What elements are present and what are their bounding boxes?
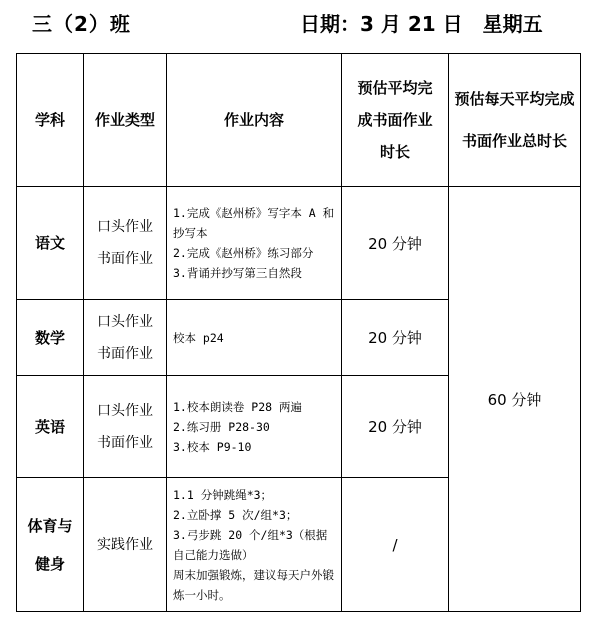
type-line: 书面作业 xyxy=(97,251,153,267)
content-cell xyxy=(167,478,342,612)
weekday: 星期五 xyxy=(482,12,543,36)
content-line: 1.校本朗读卷 P28 两遍 xyxy=(173,399,302,414)
subject-cell xyxy=(17,187,84,300)
header-content: 作业内容 xyxy=(167,54,342,187)
content-line: 3.弓步跳 20 个/组*3（根据自己能力选做） xyxy=(173,527,328,562)
header-type: 作业类型 xyxy=(84,54,167,187)
content-line: 1.1 分钟跳绳*3； xyxy=(173,487,273,502)
est-time-cell: 20 分钟 xyxy=(342,300,449,376)
table-row xyxy=(17,187,581,300)
content-line: 周末加强锻炼，建议每天户外锻炼一小时。 xyxy=(173,567,334,602)
content-line: 2.立卧撑 5 次/组*3； xyxy=(173,507,298,522)
subject-line: 体育与 xyxy=(27,516,73,535)
date-line xyxy=(300,8,543,37)
total-time-cell: 60 分钟 xyxy=(449,187,581,612)
homework-table xyxy=(16,53,581,612)
subject-line: 健身 xyxy=(34,554,65,573)
type-line: 实践作业 xyxy=(97,536,153,553)
content-line: 2.完成《赵州桥》练习部分 xyxy=(173,246,314,260)
content-line: 3.校本 P9-10 xyxy=(173,439,252,454)
header-total-time-line: 预估每天平均完成 xyxy=(454,90,575,108)
content-cell xyxy=(167,187,342,300)
type-cell xyxy=(84,478,167,612)
header-est-time-line: 成书面作业 xyxy=(357,111,433,129)
type-line: 口头作业 xyxy=(97,313,153,330)
header-total-time-line: 书面作业总时长 xyxy=(461,132,567,150)
content-cell xyxy=(167,376,342,478)
date: 日期：3 月 21 日 xyxy=(300,12,463,36)
content-line: 1.完成《赵州桥》写字本 A 和抄写本 xyxy=(173,206,335,240)
type-cell xyxy=(84,300,167,376)
class-name: 三（2）班 xyxy=(32,12,131,36)
subject-cell xyxy=(17,478,84,612)
content-line: 校本 p24 xyxy=(173,330,224,345)
subject-line: 英语 xyxy=(34,417,65,436)
type-cell xyxy=(84,187,167,300)
header-est-time-line: 预估平均完 xyxy=(357,79,433,97)
type-line: 书面作业 xyxy=(97,345,153,362)
table-header-row xyxy=(17,54,581,187)
type-line: 书面作业 xyxy=(97,434,153,451)
page-header xyxy=(0,6,595,38)
header-subject: 学科 xyxy=(17,54,84,187)
subject-cell xyxy=(17,300,84,376)
content-line: 2.练习册 P28-30 xyxy=(173,419,270,434)
subject-line: 语文 xyxy=(34,234,65,252)
est-time-cell: 20 分钟 xyxy=(342,187,449,300)
header-est-time xyxy=(342,54,449,187)
type-cell xyxy=(84,376,167,478)
header-total-time xyxy=(449,54,581,187)
est-time-cell: / xyxy=(342,478,449,612)
header-est-time-line: 时长 xyxy=(379,143,410,161)
type-line: 口头作业 xyxy=(97,402,153,419)
type-line: 口头作业 xyxy=(97,219,153,235)
subject-line: 数学 xyxy=(34,328,65,347)
content-cell xyxy=(167,300,342,376)
content-line: 3.背诵并抄写第三自然段 xyxy=(173,266,302,280)
est-time-cell: 20 分钟 xyxy=(342,376,449,478)
subject-cell xyxy=(17,376,84,478)
